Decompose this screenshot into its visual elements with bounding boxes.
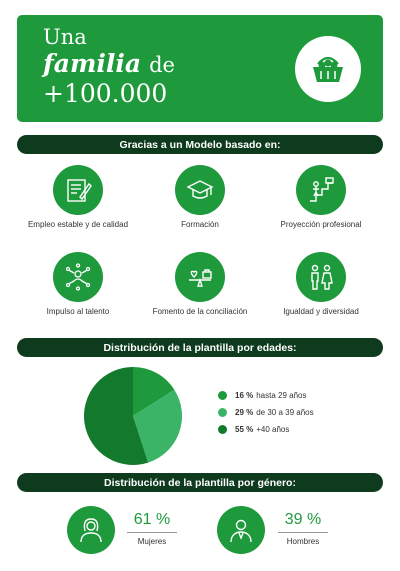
hero-connector: de: [149, 53, 175, 77]
feature-formacion: [145, 165, 255, 230]
hero-line-3: +100.000: [43, 79, 168, 108]
feature-label: Impulso al talento: [46, 307, 110, 316]
feature-label: Proyección profesional: [280, 220, 362, 229]
legend-label: hasta 29 años: [256, 391, 307, 400]
men-divider: [278, 532, 328, 533]
hero-line-2: [43, 49, 175, 80]
career-stairs-icon: [296, 165, 346, 215]
legend-label: de 30 a 39 años: [256, 408, 314, 417]
feature-proyeccion: [266, 165, 376, 230]
women-divider: [127, 532, 177, 533]
hero-title: [43, 25, 175, 108]
legend-swatch: [218, 391, 227, 400]
feature-talento: [23, 252, 133, 317]
section-title-gender: Distribución de la plantilla por género:: [17, 473, 383, 492]
hero-banner: [17, 15, 383, 122]
section-title-age: Distribución de la plantilla por edades:: [17, 338, 383, 357]
feature-label: Fomento de la conciliación: [152, 307, 248, 316]
man-icon: [217, 506, 265, 554]
legend-item-under-29: [218, 389, 314, 402]
balance-icon: [175, 252, 225, 302]
legend-percent: 16 %: [235, 391, 254, 400]
women-label: Mujeres: [137, 537, 167, 546]
graduation-cap-icon: [175, 165, 225, 215]
talent-network-icon: [53, 252, 103, 302]
legend-swatch: [218, 408, 227, 417]
hero-line-1: Una: [43, 25, 87, 49]
equality-people-icon: [296, 252, 346, 302]
legend-percent: 55 %: [235, 425, 254, 434]
legend-label: +40 años: [256, 425, 290, 434]
women-percent: 61 %: [133, 511, 171, 528]
feature-label: Formación: [181, 220, 219, 229]
hero-emphasis: familia: [43, 49, 142, 78]
legend-item-over-40: [218, 423, 314, 436]
legend-swatch: [218, 425, 227, 434]
legend-item-30-39: [218, 406, 314, 419]
age-legend: [218, 389, 314, 440]
woman-icon: [67, 506, 115, 554]
feature-label: Igualdad y diversidad: [283, 307, 359, 316]
basket-icon: [295, 36, 361, 102]
contract-icon: [53, 165, 103, 215]
feature-empleo: [23, 165, 133, 230]
feature-label: Empleo estable y de calidad: [27, 220, 129, 229]
feature-conciliacion: [145, 252, 255, 317]
men-percent: 39 %: [284, 511, 322, 528]
feature-igualdad: [266, 252, 376, 317]
section-title-model: Gracias a un Modelo basado en:: [17, 135, 383, 154]
legend-percent: 29 %: [235, 408, 254, 417]
age-pie-chart: [83, 366, 183, 466]
men-label: Hombres: [286, 537, 320, 546]
